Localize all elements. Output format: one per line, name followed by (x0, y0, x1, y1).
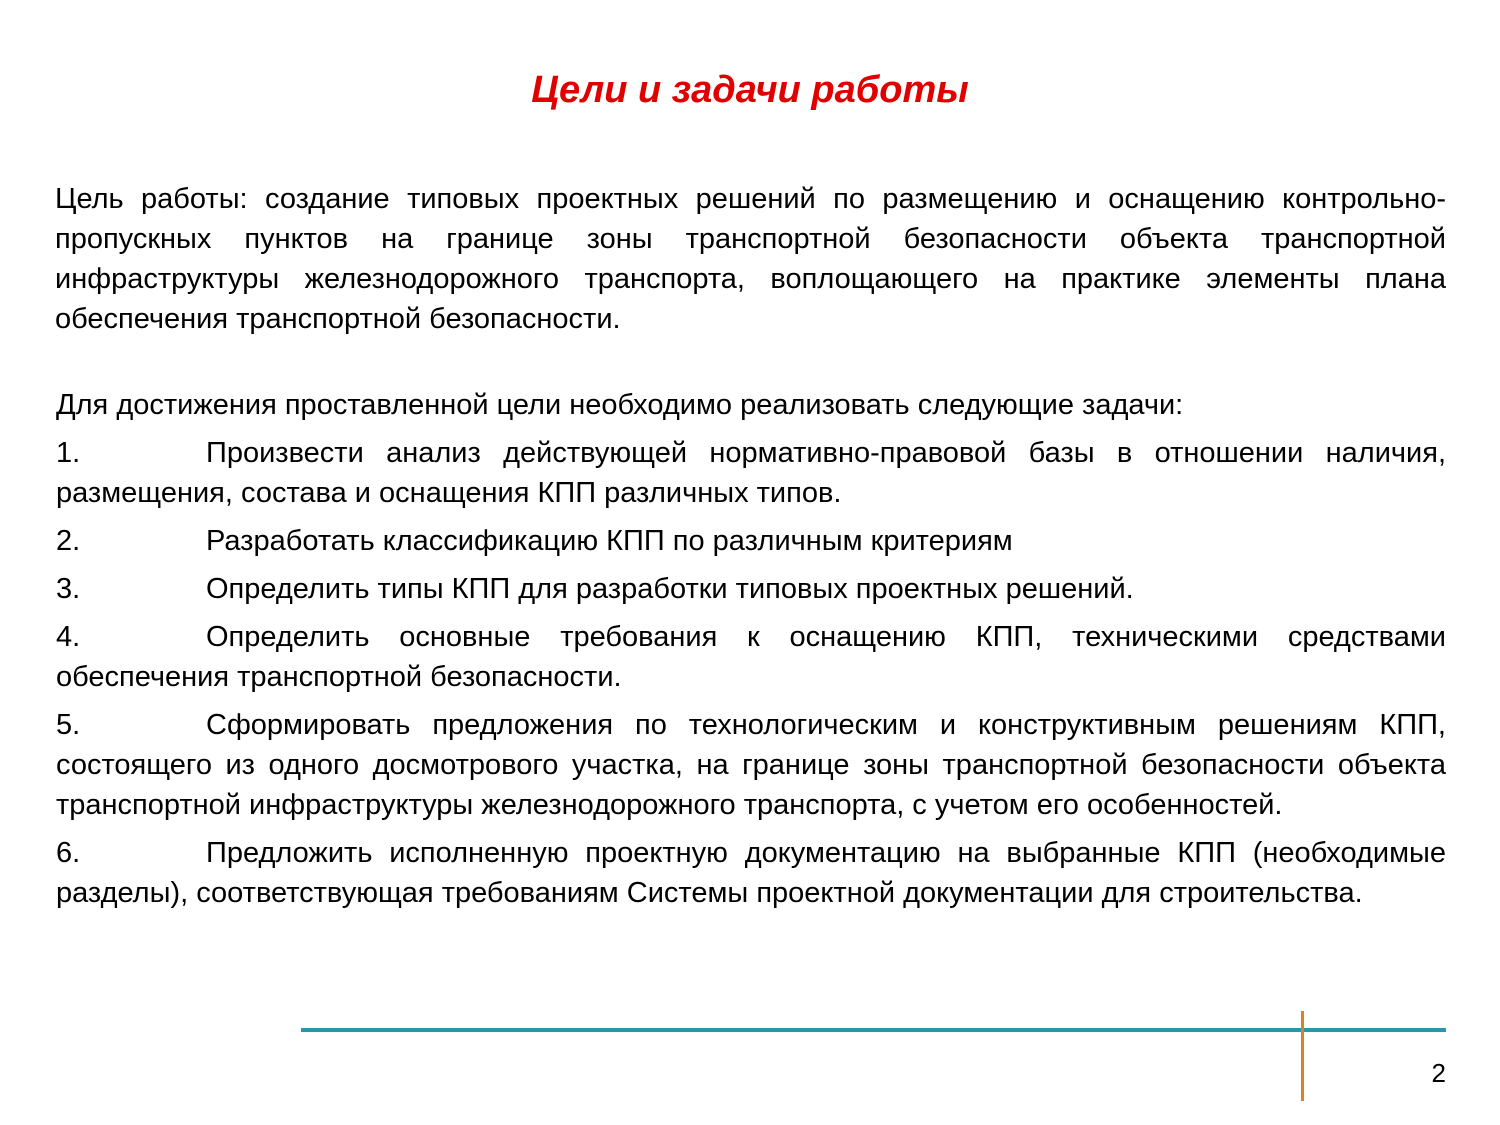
tasks-section (56, 385, 1446, 921)
task-number: 1. (56, 437, 81, 469)
task-item-2 (56, 521, 1446, 561)
footer-divider (1301, 1011, 1304, 1101)
task-item-5 (56, 705, 1446, 825)
task-text: Сформировать предложения по технологическим и конструктивным решениям КПП, состоящего из одного досмотрового участка, на границе зоны транспортной безопасности объекта транспортной инфраструктуры железнодорожного транспорта, с учетом его особенностей. (56, 709, 1446, 821)
task-item-6 (56, 833, 1446, 913)
task-text: Произвести анализ действующей нормативно-правовой базы в отношении наличия, размещения, состава и оснащения КПП различных типов. (56, 437, 1446, 509)
task-number: 6. (56, 837, 81, 869)
task-text: Разработать классификацию КПП по различным критериям (206, 525, 1013, 557)
task-number: 3. (56, 573, 81, 605)
goal-paragraph: Цель работы: создание типовых проектных решений по размещению и оснащению контрольно-пропускных пунктов на границе зоны транспортной безопасности объекта транспортной инфраструктуры железнодорожного транспорта, воплощающего на практике элементы плана обеспечения транспортной безопасности. (55, 183, 1446, 335)
task-text: Предложить исполненную проектную документацию на выбранные КПП (необходимые разделы), соответствующая требованиям Системы проектной документации для строительства. (56, 837, 1446, 909)
footer-line (301, 1028, 1446, 1032)
task-text: Определить типы КПП для разработки типовых проектных решений. (206, 573, 1134, 605)
task-number: 4. (56, 621, 81, 653)
task-number: 5. (56, 709, 81, 741)
tasks-intro: Для достижения проставленной цели необходимо реализовать следующие задачи: (56, 389, 1184, 421)
task-text: Определить основные требования к оснащению КПП, техническими средствами обеспечения транспортной безопасности. (56, 621, 1446, 693)
task-item-4 (56, 617, 1446, 697)
task-item-3 (56, 569, 1446, 609)
slide-title: Цели и задачи работы (531, 69, 969, 111)
page-number: 2 (1431, 1058, 1446, 1088)
task-number: 2. (56, 525, 81, 557)
task-item-1 (56, 433, 1446, 513)
